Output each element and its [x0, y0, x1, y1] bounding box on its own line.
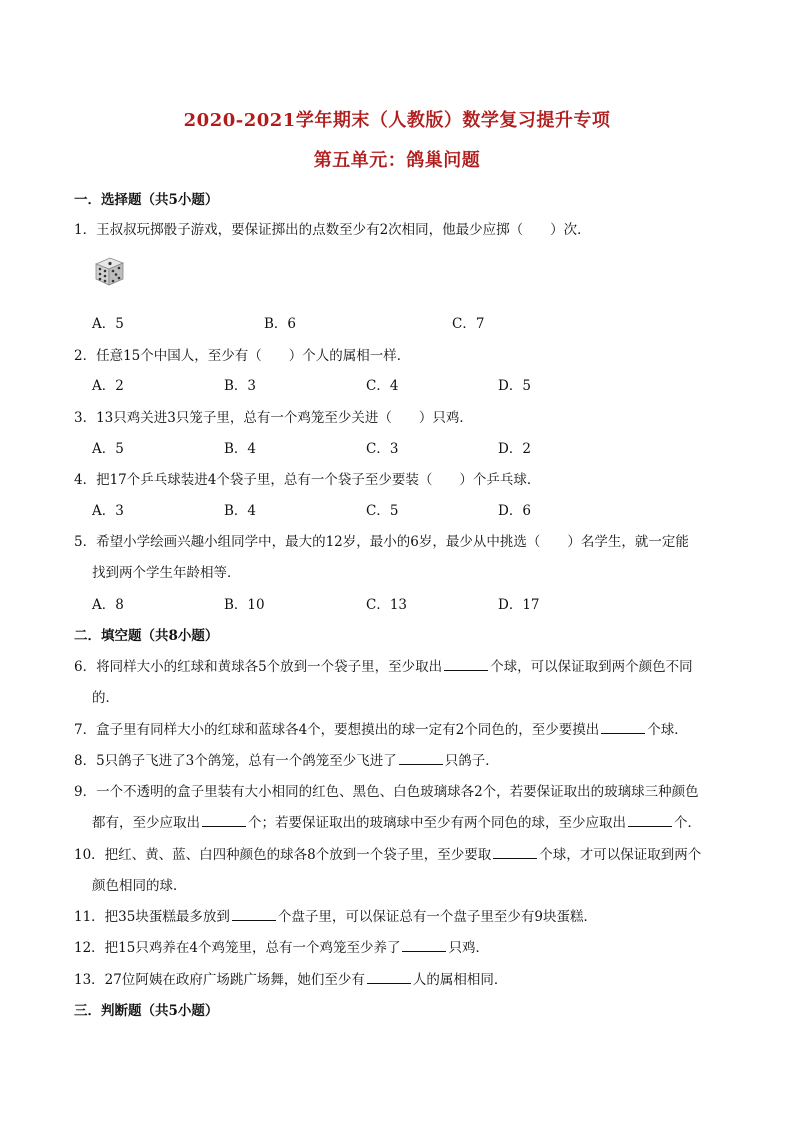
q5-option-a: A．8: [92, 597, 124, 613]
question-6-line-2: 的．: [92, 690, 119, 706]
question-4: 4．把17个乒乓球装进4个袋子里，总有一个袋子至少要装（ ）个乒乓球．: [74, 472, 541, 488]
q5-option-b: B．10: [224, 597, 265, 613]
q6-text-pre: 6．将同样大小的红球和黄球各5个放到一个袋子里，至少取出: [74, 659, 443, 675]
q9-text-pre: 都有，至少应取出: [92, 815, 200, 831]
q9-text-mid: 个；若要保证取出的玻璃球中至少有两个同色的球，至少应取出: [248, 815, 626, 831]
question-9-line-1: 9．一个不透明的盒子里装有大小相同的红色、黑色、白色玻璃球各2个，若要保证取出的玻璃球三种颜色: [74, 784, 699, 800]
section-heading-choice: 一．选择题（共5小题）: [74, 192, 219, 208]
q4-option-d: D．6: [498, 503, 531, 519]
question-6: [74, 655, 724, 675]
q2-option-d: D．5: [498, 378, 531, 394]
q7-text-post: 个球．: [647, 722, 688, 738]
answer-blank[interactable]: [493, 846, 537, 859]
q3-option-c: C．3: [366, 441, 399, 457]
q4-option-a: A．3: [92, 503, 124, 519]
answer-blank[interactable]: [202, 814, 246, 827]
q13-text-pre: 13．27位阿姨在政府广场跳广场舞，她们至少有: [74, 972, 365, 988]
q12-text-post: 只鸡．: [448, 940, 489, 956]
page-title: 2020-2021学年期末（人教版）数学复习提升专项: [183, 110, 611, 131]
answer-blank[interactable]: [601, 721, 645, 734]
q2-option-a: A．2: [92, 378, 124, 394]
answer-blank[interactable]: [367, 971, 411, 984]
q1-option-b: B．6: [264, 316, 297, 332]
question-13: [74, 968, 724, 988]
q7-text-pre: 7．盒子里有同样大小的红球和蓝球各4个，要想摸出的球一定有2个同色的，至少要摸出: [74, 722, 600, 738]
q6-text-post: 个球，可以保证取到两个颜色不同: [490, 659, 693, 675]
q3-option-b: B．4: [224, 441, 257, 457]
question-1: 1．王叔叔玩掷骰子游戏，要保证掷出的点数至少有2次相同，他最少应掷（ ）次．: [74, 222, 591, 238]
q9-text-post: 个．: [674, 815, 701, 831]
q4-option-c: C．5: [366, 503, 399, 519]
page-subtitle: 第五单元：鸽巢问题: [313, 150, 481, 171]
q8-text-post: 只鸽子．: [444, 753, 499, 769]
q2-option-b: B．3: [224, 378, 257, 394]
question-10: [74, 843, 724, 863]
answer-blank[interactable]: [399, 752, 443, 765]
question-12: [74, 936, 724, 956]
question-5-line-1: 5．希望小学绘画兴趣小组同学中，最大的12岁，最小的6岁，最少从中挑选（ ）名学生，就一定能: [74, 534, 689, 550]
question-11: [74, 905, 724, 925]
dice-icon: [92, 254, 126, 288]
question-2: 2．任意15个中国人，至少有（ ）个人的属相一样．: [74, 348, 411, 364]
q10-text-post: 个球，才可以保证取到两个: [539, 847, 702, 863]
q3-option-d: D．2: [498, 441, 531, 457]
answer-blank[interactable]: [628, 814, 672, 827]
section-heading-fill: 二．填空题（共8小题）: [74, 628, 219, 644]
section-heading-judge: 三．判断题（共5小题）: [74, 1003, 219, 1019]
q11-text-post: 个盘子里，可以保证总有一个盘子里至少有9块蛋糕．: [277, 909, 597, 925]
question-3: 3．13只鸡关进3只笼子里，总有一个鸡笼至少关进（ ）只鸡．: [74, 410, 473, 426]
q10-text-pre: 10．把红、黄、蓝、白四种颜色的球各8个放到一个袋子里，至少要取: [74, 847, 492, 863]
q5-option-d: D．17: [498, 597, 540, 613]
question-9-line-2: [92, 811, 742, 831]
answer-blank[interactable]: [402, 939, 446, 952]
question-8: [74, 749, 724, 769]
question-7: [74, 718, 724, 738]
q2-option-c: C．4: [366, 378, 399, 394]
answer-blank[interactable]: [444, 658, 488, 671]
q5-option-c: C．13: [366, 597, 408, 613]
question-5-line-2: 找到两个学生年龄相等．: [92, 565, 241, 581]
q3-option-a: A．5: [92, 441, 124, 457]
q8-text-pre: 8．5只鸽子飞进了3个鸽笼，总有一个鸽笼至少飞进了: [74, 753, 397, 769]
question-10-line-2: 颜色相同的球．: [92, 878, 187, 894]
q1-option-c: C．7: [452, 316, 485, 332]
q1-option-a: A．5: [92, 316, 124, 332]
answer-blank[interactable]: [232, 908, 276, 921]
q4-option-b: B．4: [224, 503, 257, 519]
q11-text-pre: 11．把35块蛋糕最多放到: [74, 909, 230, 925]
q13-text-post: 人的属相相同．: [412, 972, 508, 988]
q12-text-pre: 12．把15只鸡养在4个鸡笼里，总有一个鸡笼至少养了: [74, 940, 401, 956]
